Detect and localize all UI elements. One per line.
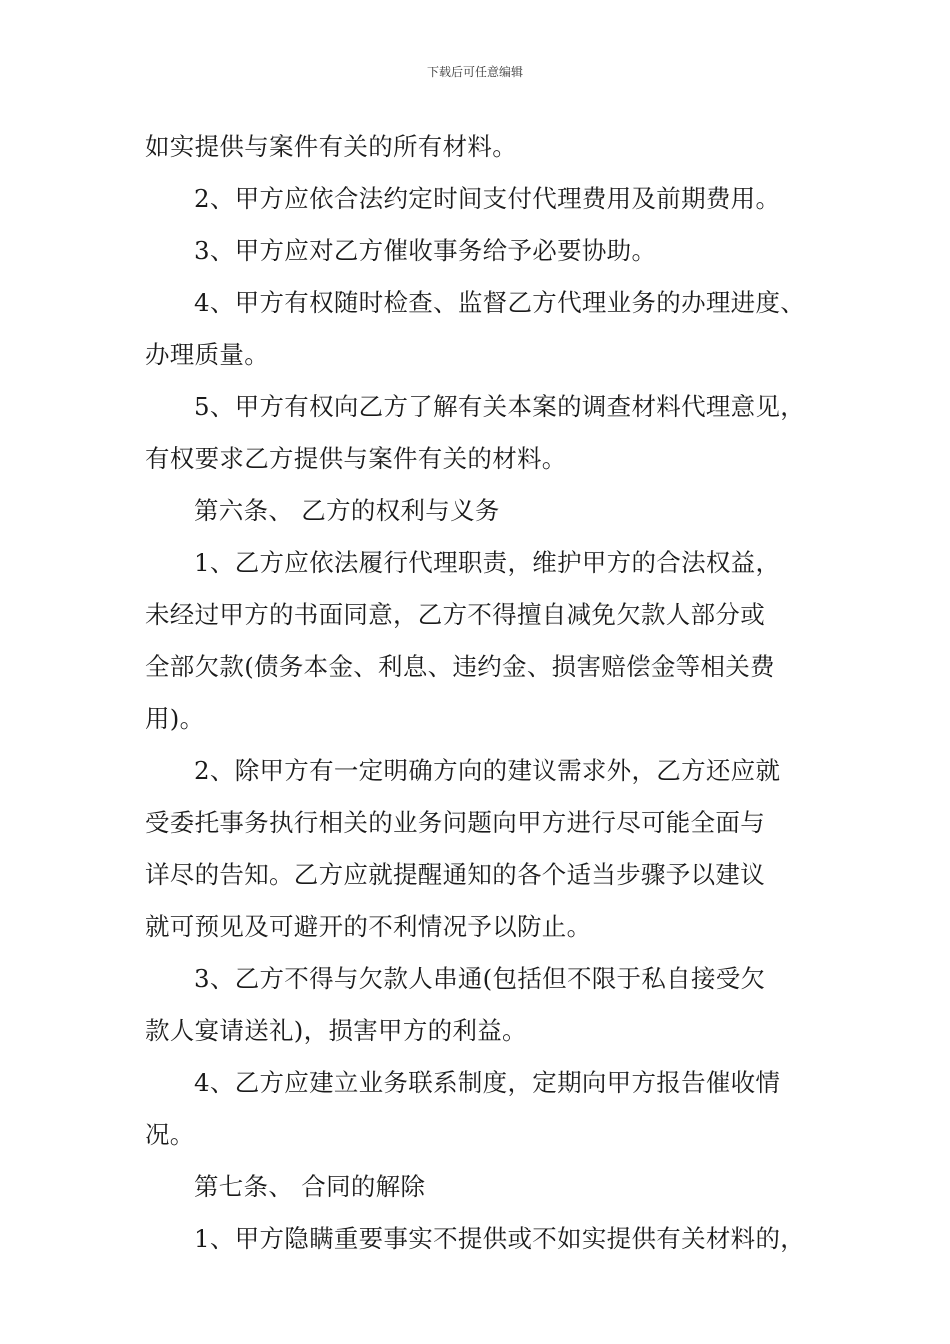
text-line: 就可预见及可避开的不利情况予以防止。 [145,912,592,941]
text-line: 受委托事务执行相关的业务问题向甲方进行尽可能全面与 [145,808,765,837]
text-line: 3、甲方应对乙方催收事务给予必要协助。 [194,236,657,265]
document-body [145,121,835,1265]
text-line: 详尽的告知。乙方应就提醒通知的各个适当步骤予以建议 [145,860,765,889]
text-line: 况。 [145,1120,195,1149]
text-line: 款人宴请送礼)，损害甲方的利益。 [145,1016,527,1045]
text-line: 全部欠款(债务本金、利息、违约金、损害赔偿金等相关费 [145,652,775,681]
text-line: 1、乙方应依法履行代理职责，维护甲方的合法权益， [194,548,781,577]
text-line: 1、甲方隐瞒重要事实不提供或不如实提供有关材料的， [194,1224,806,1253]
text-line: 4、甲方有权随时检查、监督乙方代理业务的办理进度、 [194,288,806,317]
section-heading: 第七条、 合同的解除 [194,1172,426,1201]
page-header-note: 下载后可任意编辑 [426,65,523,79]
text-line: 5、甲方有权向乙方了解有关本案的调查材料代理意见， [194,392,806,421]
text-line: 有权要求乙方提供与案件有关的材料。 [145,444,567,473]
text-line: 3、乙方不得与欠款人串通(包括但不限于私自接受欠 [194,964,766,993]
text-line: 未经过甲方的书面同意，乙方不得擅自减免欠款人部分或 [145,600,765,629]
text-line: 4、乙方应建立业务联系制度，定期向甲方报告催收情 [194,1068,781,1097]
text-line: 办理质量。 [145,340,269,369]
text-line: 如实提供与案件有关的所有材料。 [145,132,517,161]
text-line: 用)。 [145,704,205,733]
text-line: 2、甲方应依合法约定时间支付代理费用及前期费用。 [194,184,781,213]
section-heading: 第六条、 乙方的权利与义务 [194,496,500,525]
text-line: 2、除甲方有一定明确方向的建议需求外，乙方还应就 [194,756,781,785]
